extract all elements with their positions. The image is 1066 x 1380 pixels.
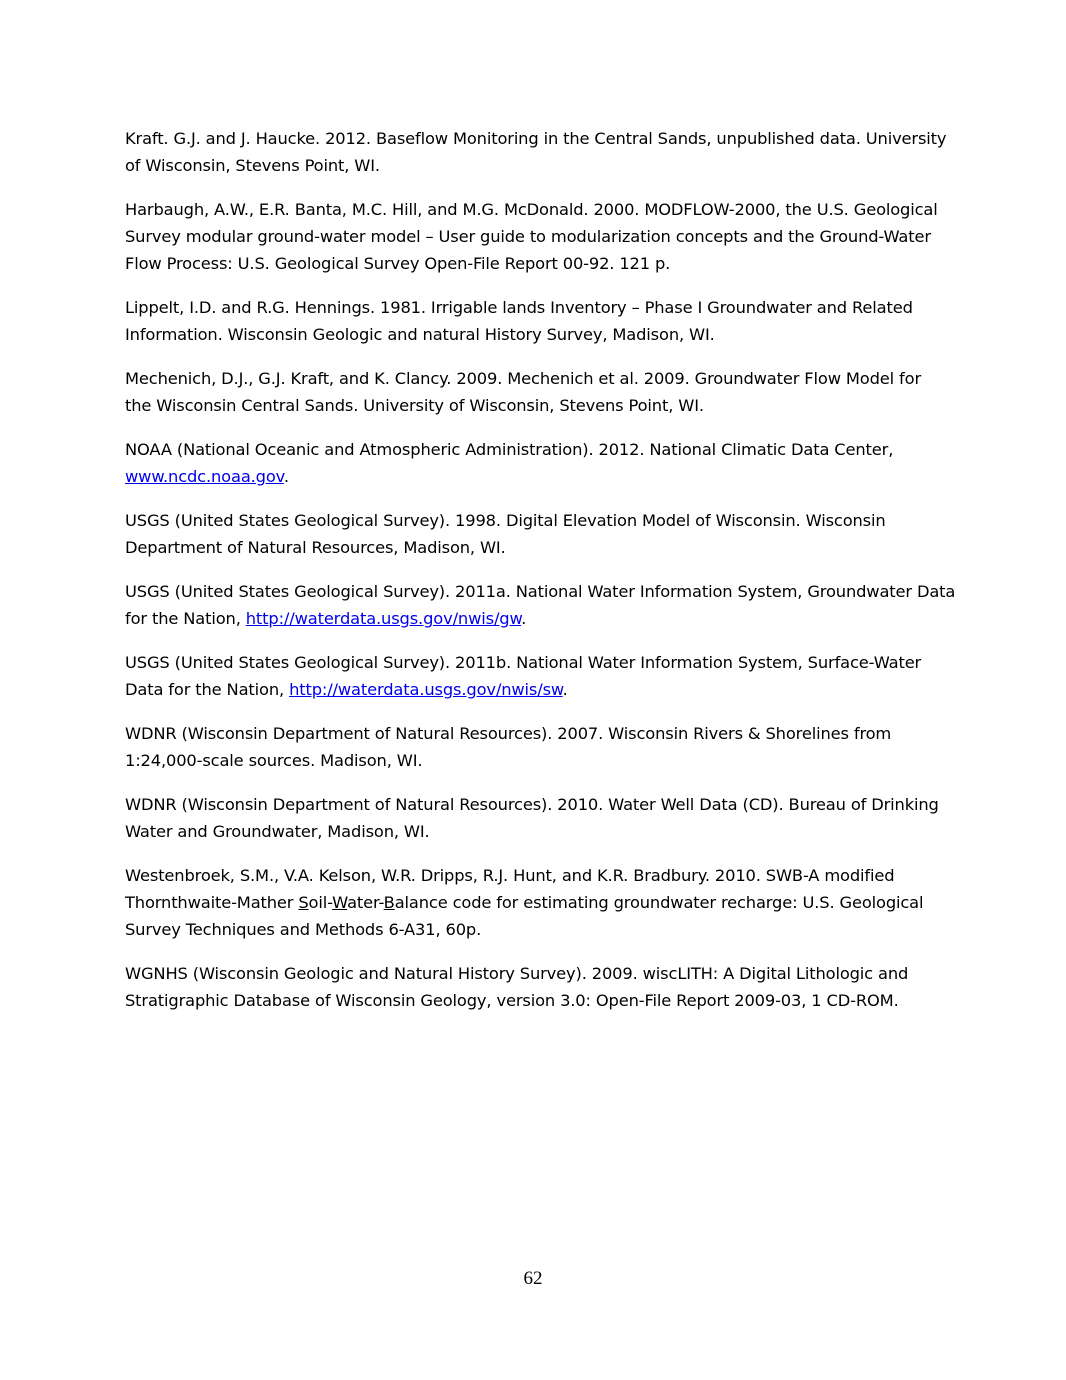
references-list	[125, 125, 956, 1031]
reference-entry	[125, 960, 943, 1014]
reference-entry	[125, 436, 943, 490]
reference-line: USGS (United States Geological Survey). 1998. Digital Elevation Model of Wisconsin. Wisconsin	[125, 511, 886, 530]
text-segment: oil-	[308, 893, 333, 912]
reference-line: Lippelt, I.D. and R.G. Hennings. 1981. Irrigable lands Inventory – Phase I Groundwater and Related	[125, 298, 913, 317]
reference-entry	[125, 196, 943, 277]
reference-line: NOAA (National Oceanic and Atmospheric Administration). 2012. National Climatic Data Center,	[125, 440, 894, 459]
text-segment: .	[283, 467, 289, 486]
reference-line: Stratigraphic Database of Wisconsin Geology, version 3.0: Open-File Report 2009-03, 1 CD-ROM.	[125, 991, 899, 1010]
usgs-groundwater-link[interactable]: http://waterdata.usgs.gov/nwis/gw	[245, 609, 522, 628]
reference-entry	[125, 507, 943, 561]
reference-line: Flow Process: U.S. Geological Survey Open-File Report 00-92. 121 p.	[125, 254, 671, 273]
text-segment: .	[521, 609, 527, 628]
reference-line: Water and Groundwater, Madison, WI.	[125, 822, 430, 841]
reference-line: Information. Wisconsin Geologic and natural History Survey, Madison, WI.	[125, 325, 715, 344]
reference-entry	[125, 294, 943, 348]
reference-line: WGNHS (Wisconsin Geologic and Natural History Survey). 2009. wiscLITH: A Digital Lithologic and	[125, 964, 909, 983]
reference-entry	[125, 125, 947, 179]
reference-entry	[125, 578, 956, 632]
reference-entry	[125, 365, 943, 419]
page-number: 62	[523, 1268, 543, 1289]
text-segment: for the Nation,	[125, 609, 246, 628]
reference-line: Mechenich, D.J., G.J. Kraft, and K. Clancy. 2009. Mechenich et al. 2009. Groundwater Flow Model for	[125, 369, 921, 388]
reference-line: WDNR (Wisconsin Department of Natural Resources). 2010. Water Well Data (CD). Bureau of Drinking	[125, 795, 939, 814]
reference-line: Kraft. G.J. and J. Haucke. 2012. Baseflow Monitoring in the Central Sands, unpublished data. University	[125, 129, 947, 148]
reference-line: 1:24,000-scale sources. Madison, WI.	[125, 751, 423, 770]
reference-entry	[125, 862, 943, 943]
text-segment: ater-	[347, 893, 384, 912]
text-segment: Thornthwaite-Mather	[125, 893, 299, 912]
reference-line: WDNR (Wisconsin Department of Natural Resources). 2007. Wisconsin Rivers & Shorelines from	[125, 724, 892, 743]
reference-line: the Wisconsin Central Sands. University of Wisconsin, Stevens Point, WI.	[125, 396, 704, 415]
reference-line	[125, 676, 943, 703]
reference-line	[125, 605, 943, 632]
noaa-link[interactable]: www.ncdc.noaa.gov	[125, 467, 284, 486]
reference-line: Harbaugh, A.W., E.R. Banta, M.C. Hill, and M.G. McDonald. 2000. MODFLOW-2000, the U.S. Geological	[125, 200, 938, 219]
reference-entry	[125, 720, 943, 774]
reference-line: of Wisconsin, Stevens Point, WI.	[125, 156, 380, 175]
reference-line: Survey Techniques and Methods 6-A31, 60p.	[125, 920, 482, 939]
reference-line: Survey modular ground-water model – User guide to modularization concepts and the Ground-Water	[125, 227, 931, 246]
reference-line: Westenbroek, S.M., V.A. Kelson, W.R. Dripps, R.J. Hunt, and K.R. Bradbury. 2010. SWB-A modified	[125, 866, 895, 885]
reference-line: USGS (United States Geological Survey). 2011a. National Water Information System, Groundwater Data	[125, 582, 956, 601]
underlined-letter: S	[298, 893, 309, 912]
underlined-letter: W	[332, 893, 348, 912]
reference-entry	[125, 649, 943, 703]
reference-line: USGS (United States Geological Survey). 2011b. National Water Information System, Surface-Water	[125, 653, 922, 672]
text-segment: alance code for estimating groundwater recharge: U.S. Geological	[394, 893, 924, 912]
text-segment: .	[562, 680, 568, 699]
reference-line	[125, 463, 943, 490]
reference-entry	[125, 791, 943, 845]
usgs-surface-water-link[interactable]: http://waterdata.usgs.gov/nwis/sw	[289, 680, 563, 699]
text-segment: Data for the Nation,	[125, 680, 290, 699]
reference-line	[125, 889, 943, 916]
underlined-letter: B	[383, 893, 395, 912]
reference-line: Department of Natural Resources, Madison, WI.	[125, 538, 506, 557]
